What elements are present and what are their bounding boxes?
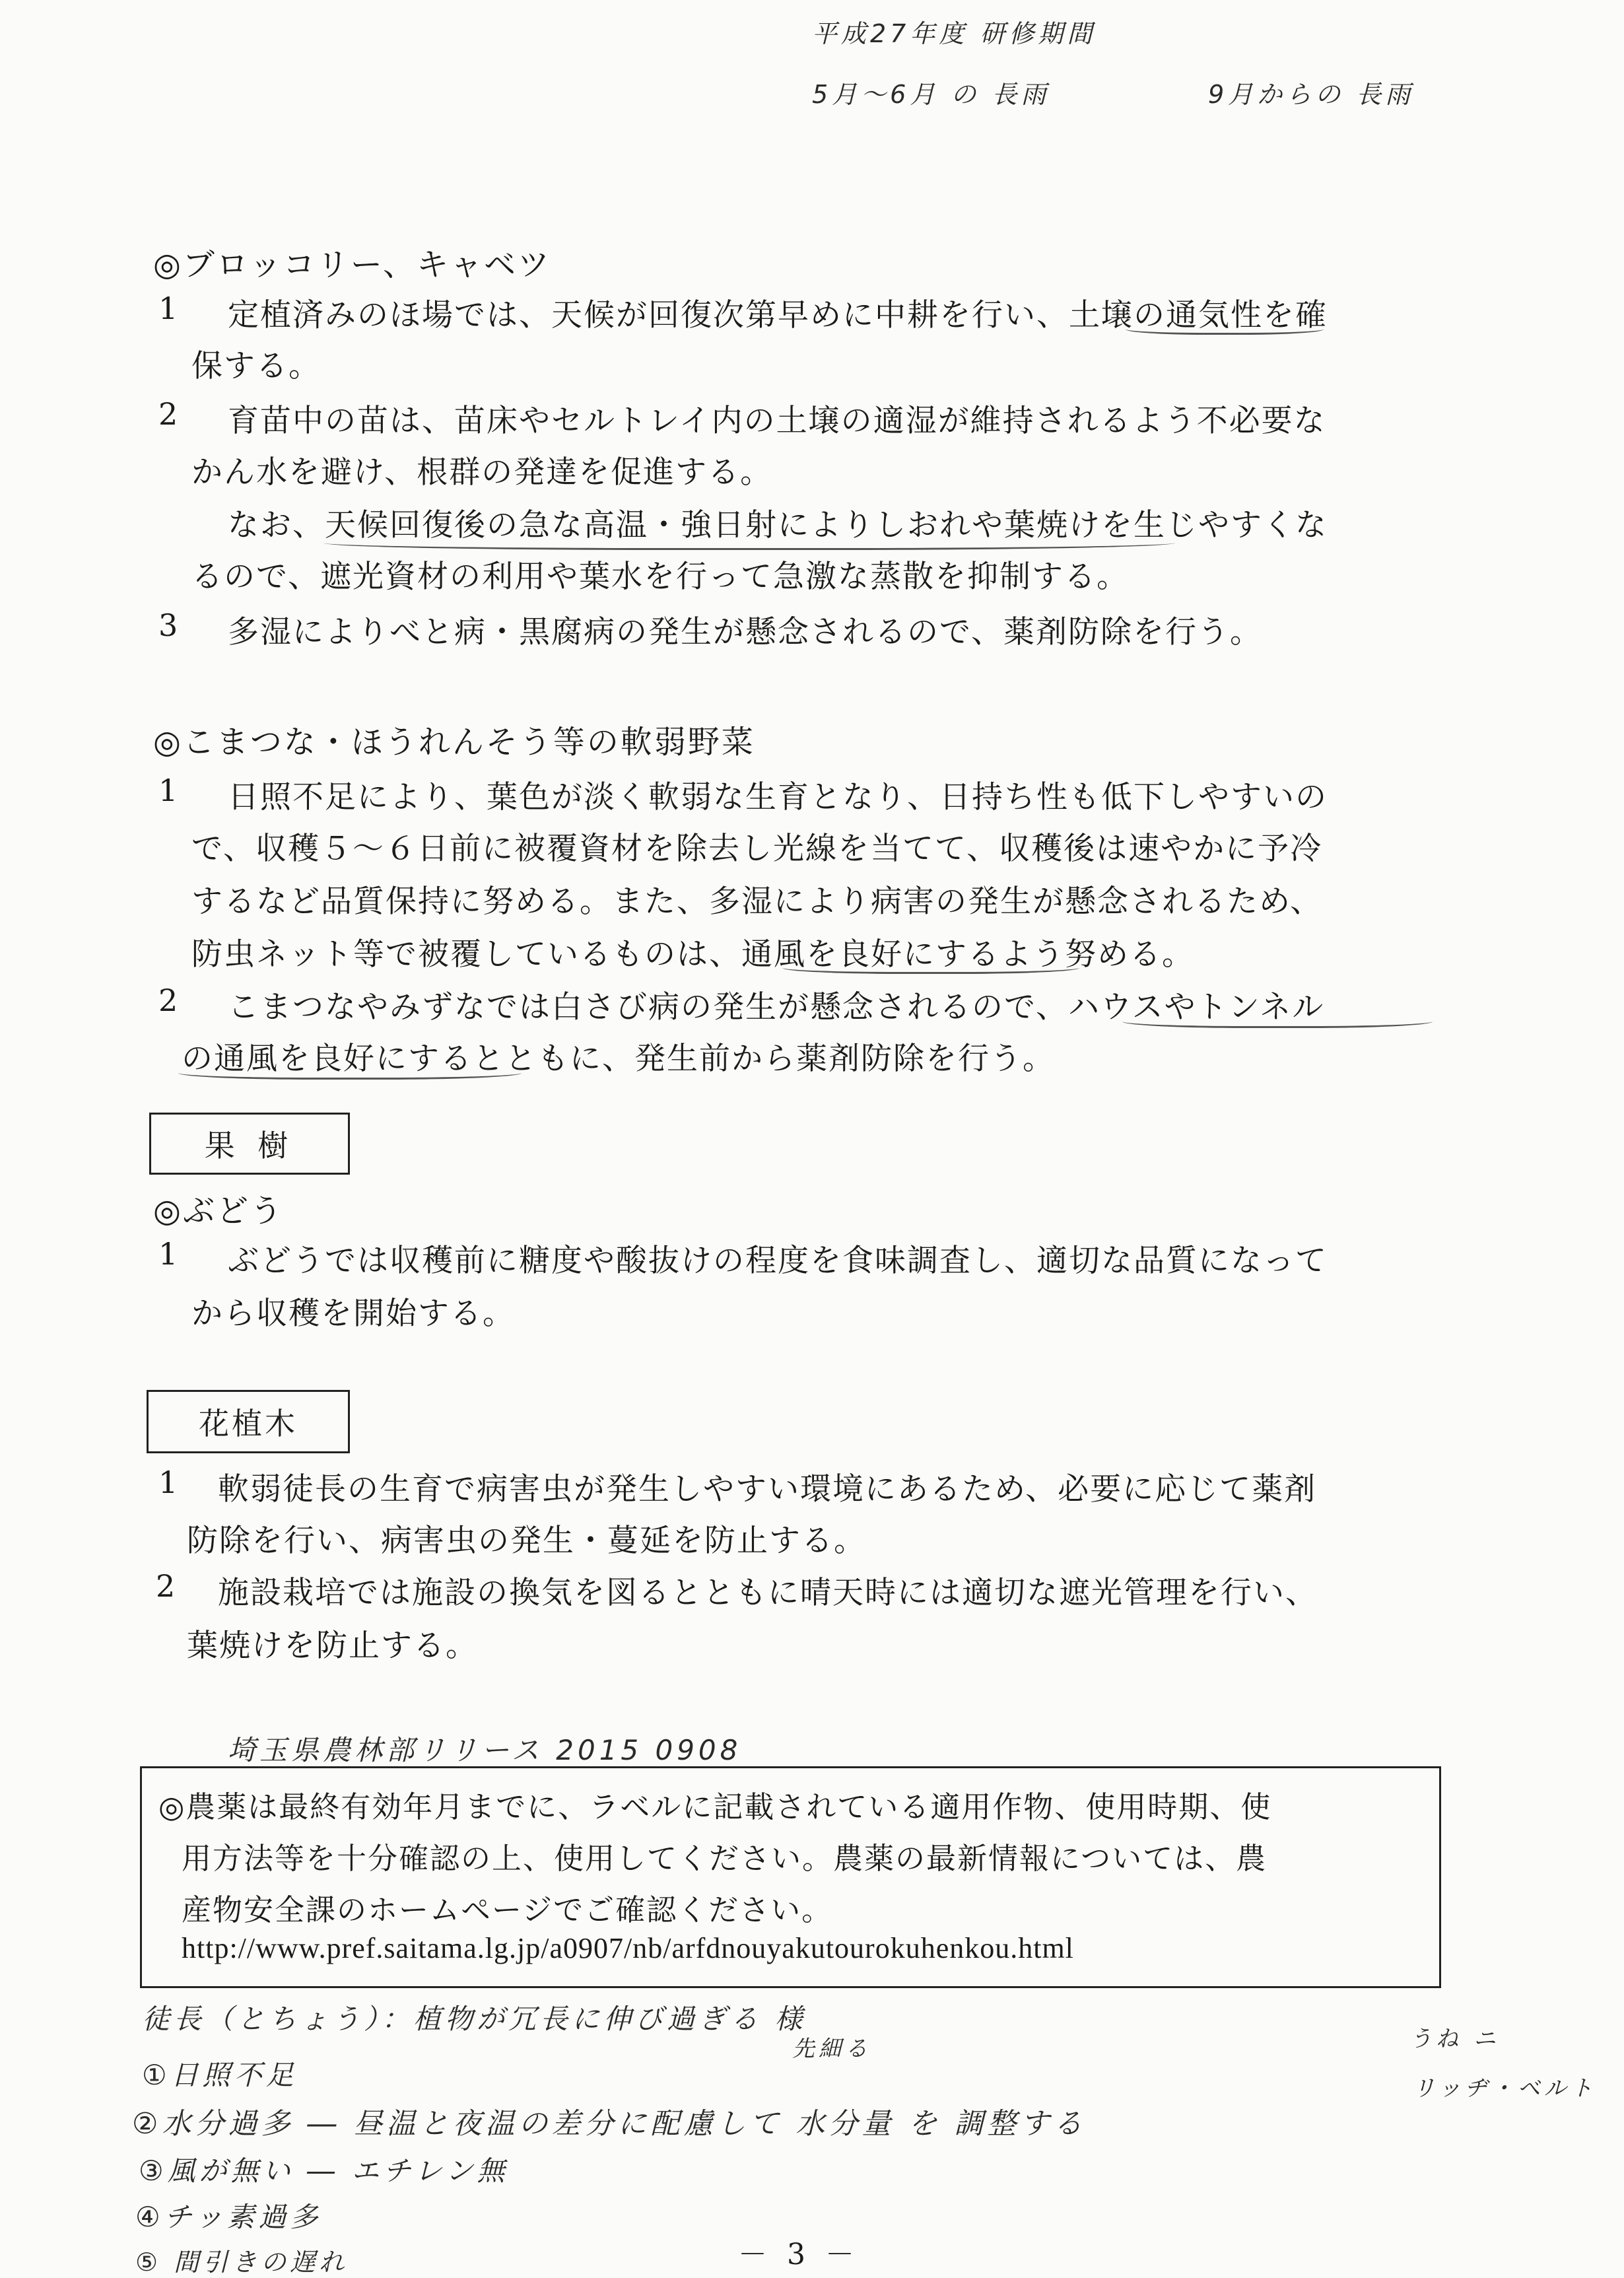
item-text-line: の通風を良好にするとともに、発生前から薬剤防除を行う。: [182, 1041, 1055, 1077]
handwritten-underline: [1122, 1012, 1433, 1028]
item-text-line: 防除を行い、病害虫の発生・蔓延を防止する。: [187, 1523, 866, 1559]
item-text-line: 定植済みのほ場では、天候が回復次第早めに中耕を行い、土壌の通気性を確: [228, 297, 1328, 333]
item-text-line: 保する。: [191, 348, 321, 384]
item-text-line: 防虫ネット等で被覆しているものは、通風を良好にするよう努める。: [191, 936, 1194, 973]
item-text-line: なお、天候回復後の急な高温・強日射によりしおれや葉焼けを生じやすくな: [228, 507, 1328, 543]
item-number: 2: [158, 396, 178, 432]
section-heading-grape: ◎ぶどう: [153, 1192, 284, 1229]
handwritten-source-note: 埼玉県農林部リリース 2015 0908: [228, 1734, 742, 1766]
handwritten-side-note: うね ニ: [1409, 2026, 1500, 2052]
page-number: － 3 －: [738, 2238, 860, 2271]
handwritten-note-period: 平成27年度 研修期間: [812, 19, 1097, 48]
item-number: 2: [156, 1568, 176, 1604]
item-text-line: 葉焼けを防止する。: [187, 1628, 478, 1664]
handwritten-definition: 徒長（とちょう）：植物が冗長に伸び過ぎる 様: [142, 2003, 807, 2035]
section-heading-komatsuna: ◎こまつな・ほうれんそう等の軟弱野菜: [153, 724, 755, 761]
item-text-line: で、収穫５〜６日前に被覆資材を除去し光線を当てて、収穫後は速やかに予冷: [191, 831, 1323, 867]
item-number: 2: [158, 983, 178, 1018]
handwritten-underline: [782, 959, 1079, 974]
handwritten-side-note: リッヂ・ベルト: [1413, 2075, 1597, 2102]
notice-text-line: 用方法等を十分確認の上、使用してください。農薬の最新情報については、農: [182, 1841, 1268, 1876]
notice-url-link[interactable]: http://www.pref.saitama.lg.jp/a0907/nb/arfdnouyakutourokuhenkou.html: [182, 1932, 1074, 1964]
item-number: 3: [158, 607, 178, 643]
handwritten-cause-item: ③風が無い ― エチレン無: [139, 2155, 509, 2187]
handwritten-note-rain-september: 9月からの 長雨: [1208, 80, 1415, 109]
item-text-line: るので、遮光資材の利用や葉水を行って急激な蒸散を抑制する。: [191, 559, 1130, 595]
item-number: 1: [158, 291, 178, 326]
item-text-line: かん水を避け、根群の発達を促進する。: [191, 454, 773, 491]
item-text-line: 軟弱徒長の生育で病害虫が発生しやすい環境にあるため、必要に応じて薬剤: [218, 1471, 1317, 1507]
item-text-line: するなど品質保持に努める。また、多湿により病害の発生が懸念されるため、: [191, 883, 1323, 920]
section-box-flowers: 花植木: [147, 1390, 350, 1453]
item-text-line: 多湿によりべと病・黒腐病の発生が懸念されるので、薬剤防除を行う。: [228, 614, 1263, 650]
item-text-line: 育苗中の苗は、苗床やセルトレイ内の土壌の適湿が維持されるよう不必要な: [228, 403, 1326, 439]
item-text-line: 日照不足により、葉色が淡く軟弱な生育となり、日持ち性も低下しやすいの: [228, 779, 1328, 815]
section-box-fruit: 果 樹: [149, 1113, 350, 1175]
handwritten-underline: [1126, 321, 1324, 335]
item-text-line: 施設栽培では施設の換気を図るとともに晴天時には適切な遮光管理を行い、: [218, 1575, 1318, 1611]
handwritten-cause-item: ②水分過多 ― 昼温と夜温の差分に配慮して 水分量 を 調整する: [132, 2107, 1087, 2141]
handwritten-note-rain-may-june: 5月〜6月 の 長雨: [812, 80, 1050, 109]
handwritten-cause-item: ⑤ 間引きの遅れ: [135, 2248, 349, 2277]
item-text-line: ぶどうでは収穫前に糖度や酸抜けの程度を食味調査し、適切な品質になって: [228, 1243, 1328, 1279]
handwritten-underline: [178, 1063, 522, 1080]
notice-text-line: 産物安全課のホームページでご確認ください。: [182, 1892, 833, 1927]
section-heading-broccoli: ◎ブロッコリー、キャベツ: [153, 246, 552, 283]
handwritten-cause-item: ④チッ素過多: [135, 2201, 322, 2233]
item-number: 1: [158, 1465, 178, 1500]
notice-text-line: ◎農薬は最終有効年月までに、ラベルに記載されている適用作物、使用時期、使: [158, 1789, 1272, 1824]
item-number: 1: [158, 1236, 178, 1272]
handwritten-definition-sub: 先細る: [792, 2036, 871, 2062]
handwritten-underline: [323, 532, 1175, 550]
item-text-line: から収穫を開始する。: [191, 1295, 515, 1332]
item-text-line: こまつなやみずなでは白さび病の発生が懸念されるので、ハウスやトンネル: [228, 989, 1325, 1025]
handwritten-cause-item: ①日照不足: [142, 2059, 298, 2091]
item-number: 1: [158, 773, 178, 808]
